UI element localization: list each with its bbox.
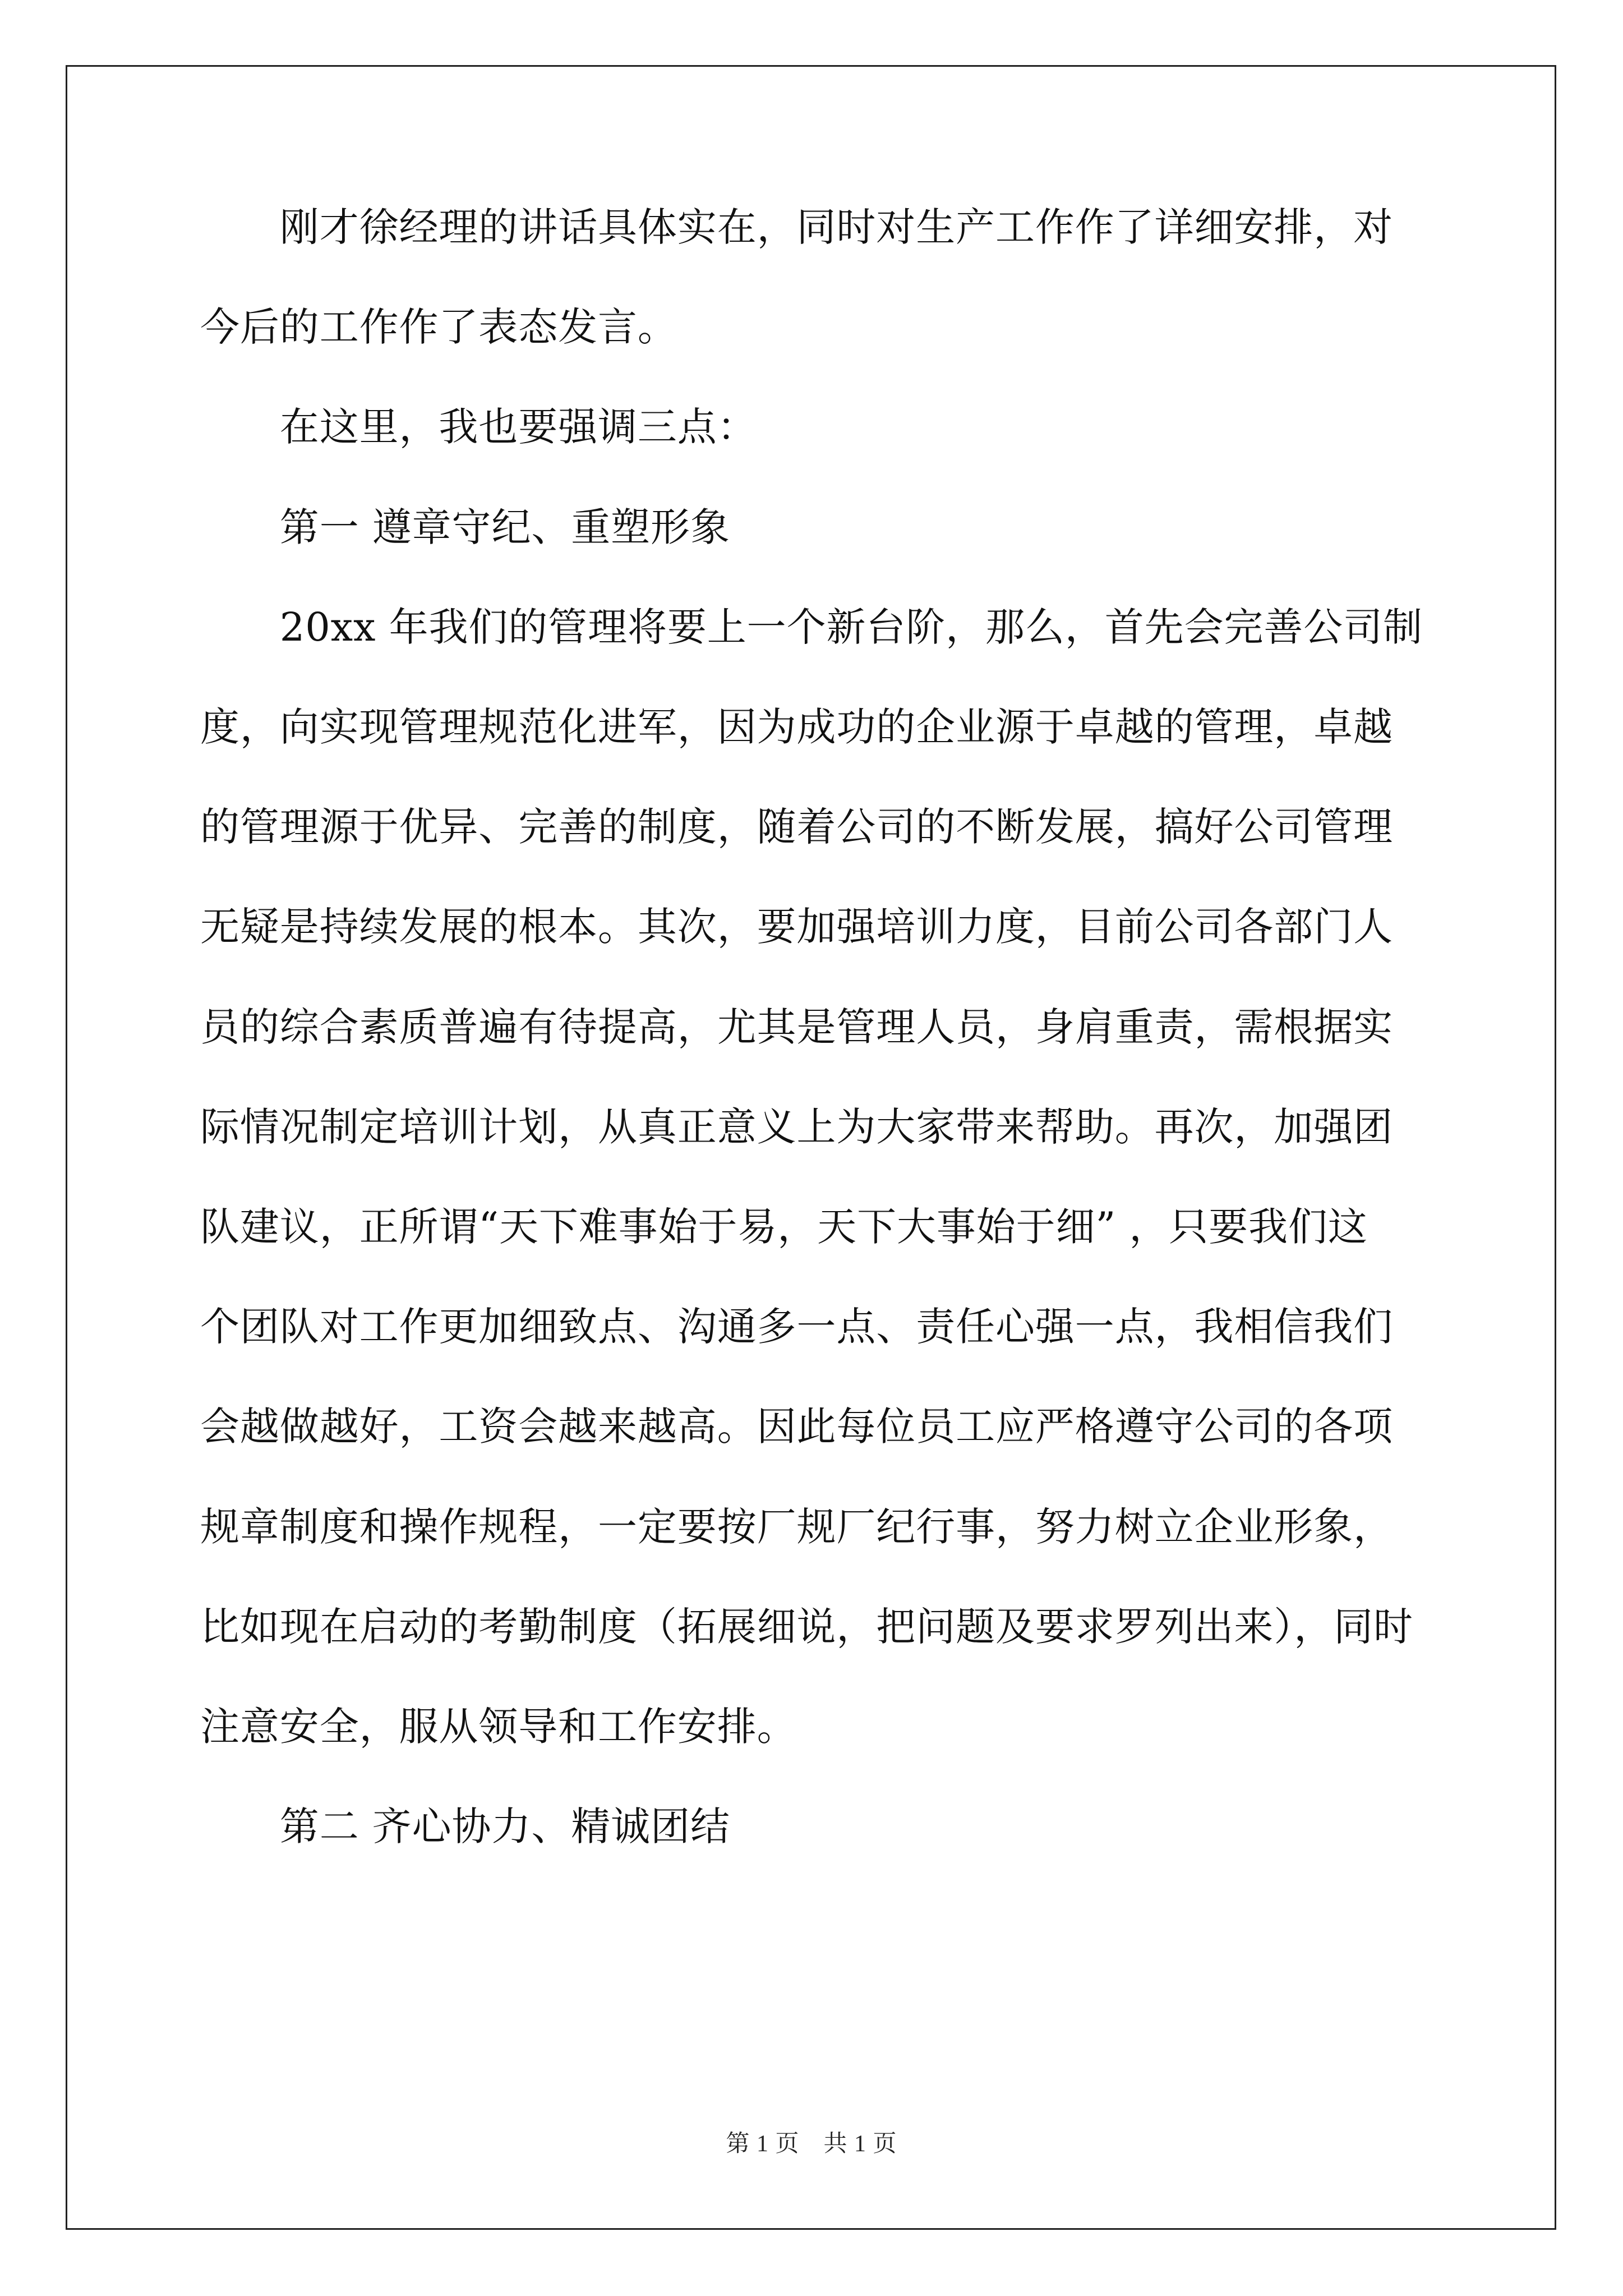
paragraph-line: 20xx 年我们的管理将要上一个新台阶，那么，首先会完善公司制 <box>200 604 1423 650</box>
paragraph-line: 无疑是持续发展的根本。其次，要加强培训力度，目前公司各部门人 <box>200 904 1393 950</box>
paragraph-line: 会越做越好，工资会越来越高。因此每位员工应严格遵守公司的各项 <box>200 1404 1393 1450</box>
paragraph-line: 刚才徐经理的讲话具体实在，同时对生产工作作了详细安排，对 <box>200 204 1393 250</box>
section-heading: 第一 遵章守纪、重塑形象 <box>200 504 730 550</box>
paragraph-line: 度，向实现管理规范化进军，因为成功的企业源于卓越的管理，卓越 <box>200 704 1393 750</box>
page-footer: 第 1 页 共 1 页 <box>726 2131 897 2157</box>
paragraph-line: 队建议，正所谓“天下难事始于易，天下大事始于细” ，只要我们这 <box>200 1204 1368 1250</box>
paragraph-line: 注意安全，服从领导和工作安排。 <box>200 1704 797 1750</box>
section-heading: 第二 齐心协力、精诚团结 <box>200 1803 730 1849</box>
paragraph-line: 在这里，我也要强调三点： <box>200 404 757 450</box>
paragraph-line: 际情况制定培训计划，从真正意义上为大家带来帮助。再次，加强团 <box>200 1104 1393 1150</box>
paragraph-line: 今后的工作作了表态发言。 <box>200 304 677 350</box>
paragraph-line: 员的综合素质普遍有待提高，尤其是管理人员，身肩重责，需根据实 <box>200 1004 1393 1050</box>
paragraph-line: 的管理源于优异、完善的制度，随着公司的不断发展，搞好公司管理 <box>200 804 1393 850</box>
paragraph-line: 个团队对工作更加细致点、沟通多一点、责任心强一点，我相信我们 <box>200 1304 1393 1350</box>
paragraph-line: 规章制度和操作规程，一定要按厂规厂纪行事，努力树立企业形象， <box>200 1504 1393 1550</box>
paragraph-line: 比如现在启动的考勤制度（拓展细说，把问题及要求罗列出来），同时 <box>200 1604 1413 1650</box>
